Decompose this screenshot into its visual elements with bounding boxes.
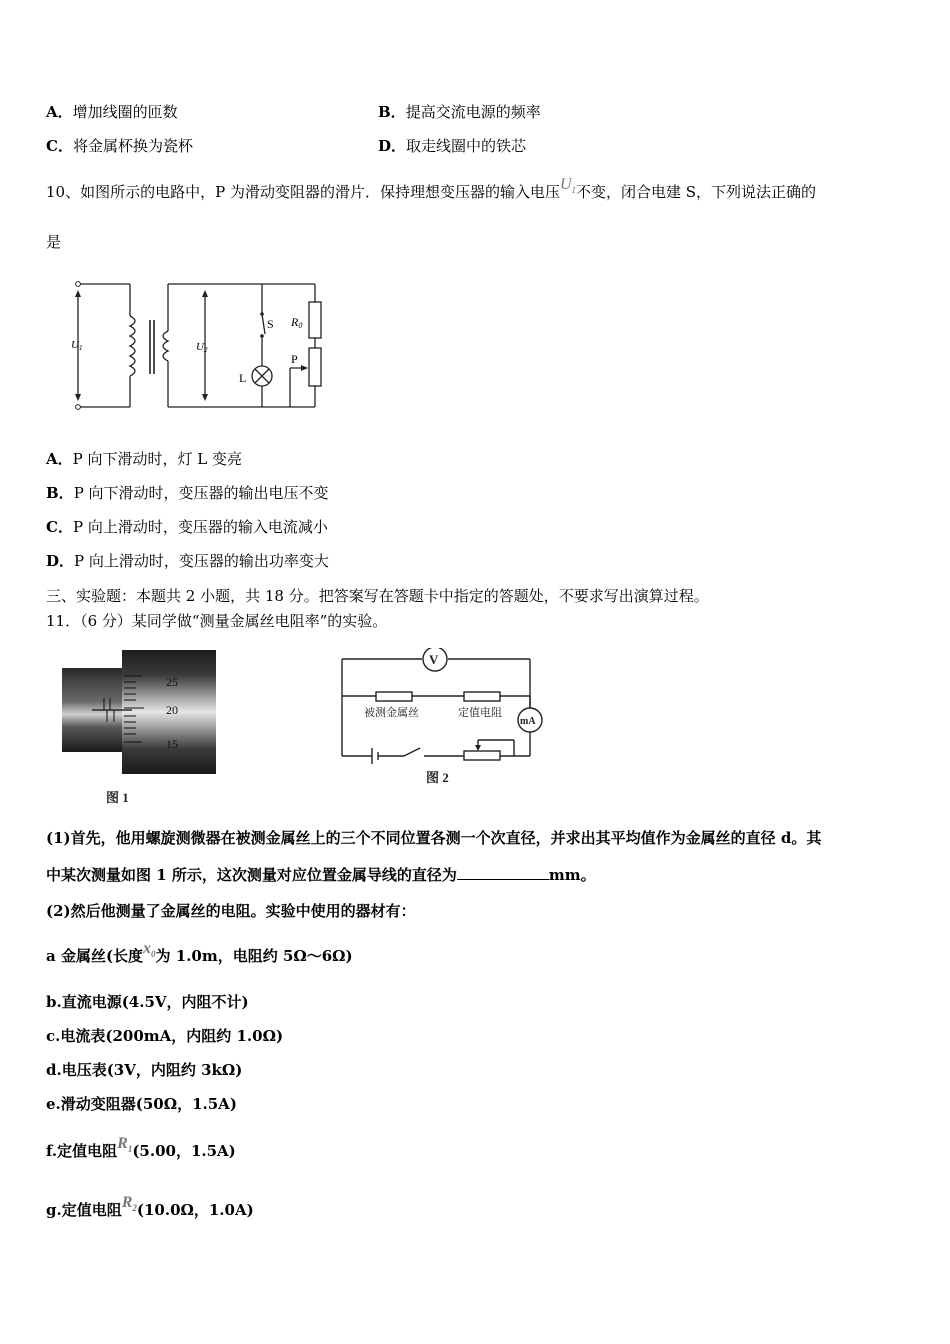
- q10-stem-line2: 是: [46, 233, 62, 251]
- q9-option-c: [46, 135, 193, 157]
- answer-blank: [457, 865, 549, 880]
- part1-post: mm。: [548, 866, 596, 884]
- option-text: 将金属杯换为瓷杯: [72, 137, 193, 155]
- q10-option-c: [46, 516, 328, 538]
- fig2-caption: 图 2: [426, 770, 449, 785]
- q9-option-b: [378, 101, 541, 123]
- option-label: D．: [378, 137, 407, 155]
- x0-symbol: [143, 940, 156, 960]
- u1-symbol: [559, 176, 577, 196]
- thimble-25: 25: [166, 675, 178, 689]
- r1-symbol: [117, 1135, 133, 1155]
- q9-option-a: [46, 101, 178, 123]
- u2-label: U2: [196, 341, 208, 354]
- option-label: A．: [46, 450, 73, 468]
- slider-label: P: [291, 352, 298, 366]
- item-b: b.直流电源(4.5V，内阻不计): [46, 993, 249, 1011]
- ammeter-symbol: mA: [520, 716, 536, 727]
- item-f-pre: f.定值电阻: [46, 1142, 118, 1160]
- part1-pre: 中某次测量如图 1 所示，这次测量对应位置金属导线的直径为: [46, 866, 457, 884]
- fig1-caption: 图 1: [106, 790, 129, 805]
- measurement-circuit-figure: [338, 648, 546, 788]
- r1-var: R: [117, 1135, 128, 1152]
- thimble-15: 15: [166, 737, 178, 751]
- thimble-20: 20: [166, 703, 178, 717]
- item-f: [46, 1135, 236, 1168]
- q11-title: 11．（6 分）某同学做“测量金属丝电阻率”的实验。: [46, 612, 388, 630]
- resistor-label: 定值电阻: [458, 707, 502, 719]
- item-a-post: 为 1.0m，电阻约 5Ω～6Ω): [155, 947, 353, 965]
- option-label: B．: [46, 484, 74, 502]
- r2-sub: 2: [132, 1203, 137, 1214]
- section-heading: 三、实验题：本题共 2 小题，共 18 分。把答案写在答题卡中指定的答题处，不要求写出演算过程。: [46, 587, 709, 605]
- item-c: c.电流表(200mA，内阻约 1.0Ω): [46, 1027, 284, 1045]
- switch-label: S: [267, 317, 274, 331]
- voltmeter-symbol: V: [429, 652, 439, 667]
- r2-var: R: [121, 1194, 133, 1211]
- option-label: C．: [46, 137, 73, 155]
- option-label: A．: [46, 103, 73, 121]
- item-e: e.滑动变阻器(50Ω，1.5A): [46, 1095, 237, 1113]
- item-g-post: (10.0Ω，1.0A): [136, 1201, 254, 1219]
- item-a-pre: a 金属丝(长度: [46, 947, 144, 965]
- q10-option-a: [46, 448, 242, 470]
- transformer-circuit-figure: [62, 276, 334, 414]
- q9-option-d: [378, 135, 526, 157]
- option-label: B．: [378, 103, 406, 121]
- q10-stem-part2: 不变，闭合电建 S，下列说法正确的: [576, 183, 817, 201]
- u1-sub: 1: [571, 185, 577, 196]
- q11-part2: (2)然后他测量了金属丝的电阻。实验中使用的器材有：: [46, 902, 416, 920]
- q11-part1-line1: (1)首先，他用螺旋测微器在被测金属丝上的三个不同位置各测一个次直径，并求出其平均值作为金属丝的直径 d。其: [46, 829, 822, 847]
- r2-symbol: [121, 1194, 137, 1214]
- item-f-post: (5.00，1.5A): [132, 1142, 236, 1160]
- item-g-pre: g.定值电阻: [46, 1201, 122, 1219]
- q10-stem-part1: 10、如图所示的电路中，P 为滑动变阻器的滑片．保持理想变压器的输入电压: [46, 183, 560, 201]
- r0-label: R0: [291, 315, 303, 330]
- q10-option-b: [46, 482, 329, 504]
- option-label: D．: [46, 552, 75, 570]
- option-text: P 向下滑动时，变压器的输出电压不变: [73, 484, 329, 502]
- option-text: P 向下滑动时，灯 L 变亮: [72, 450, 242, 468]
- option-text: 增加线圈的匝数: [72, 103, 178, 121]
- u1-var: U: [559, 176, 572, 193]
- x0-var: x: [143, 940, 152, 957]
- option-text: P 向上滑动时，变压器的输入电流减小: [72, 518, 328, 536]
- item-d: d.电压表(3V，内阻约 3kΩ): [46, 1061, 243, 1079]
- x0-sub: 0: [151, 949, 156, 960]
- item-a: [46, 940, 353, 973]
- micrometer-figure: [62, 646, 242, 808]
- option-label: C．: [46, 518, 73, 536]
- item-g: [46, 1194, 254, 1227]
- option-text: P 向上滑动时，变压器的输出功率变大: [74, 552, 329, 570]
- q10-stem: [46, 176, 817, 209]
- option-text: 取走线圈中的铁芯: [406, 137, 527, 155]
- option-text: 提高交流电源的频率: [405, 103, 541, 121]
- wire-label: 被测金属丝: [364, 707, 419, 719]
- lamp-label: L: [239, 371, 247, 385]
- q10-option-d: [46, 550, 329, 572]
- q11-part1-line2: [46, 864, 596, 886]
- r1-sub: 1: [127, 1144, 133, 1155]
- u1-label: U1: [71, 339, 83, 352]
